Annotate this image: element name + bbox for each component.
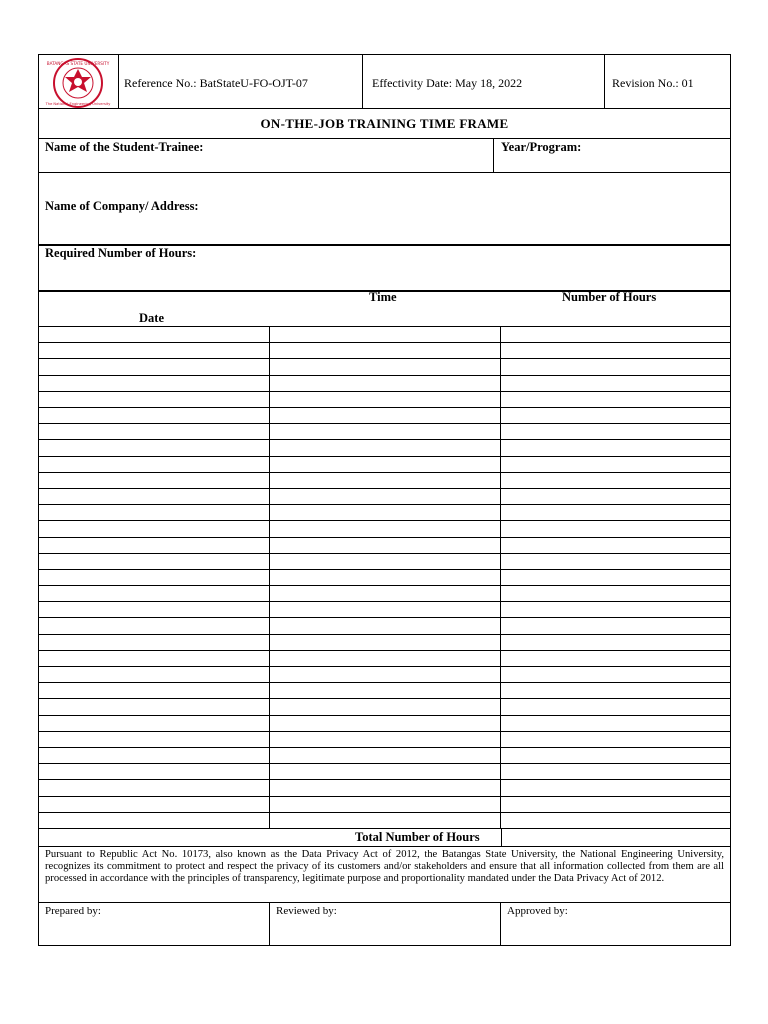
time-cell[interactable] [270,327,501,342]
required-hours-row[interactable] [39,246,730,292]
revision-cell [605,55,730,108]
revision-number: Revision No.: 01 [612,76,694,90]
seal-text-top: BATANGAS STATE UNIVERSITY [46,61,110,66]
hours-cell[interactable] [501,586,730,601]
time-cell[interactable] [270,457,501,472]
table-header-row [39,292,730,327]
reviewed-by-label: Reviewed by: [276,905,337,917]
hours-cell[interactable] [501,376,730,391]
time-cell[interactable] [270,554,501,569]
company-address-label: Name of Company/ Address: [45,199,199,213]
date-cell[interactable] [39,586,270,601]
hours-cell[interactable] [501,440,730,455]
date-cell[interactable] [39,667,270,682]
date-column-header: Date [139,311,164,325]
table-row [39,570,730,586]
date-cell[interactable] [39,408,270,423]
date-cell[interactable] [39,473,270,488]
table-row [39,667,730,683]
table-row [39,635,730,651]
effectivity-cell [363,55,605,108]
hours-cell[interactable] [501,424,730,439]
company-row[interactable] [39,173,730,246]
year-program-field[interactable] [494,139,730,172]
reference-number: Reference No.: BatStateU-FO-OJT-07 [124,76,308,90]
total-hours-value[interactable] [501,829,730,846]
table-row [39,602,730,618]
date-cell[interactable] [39,392,270,407]
table-row [39,699,730,715]
table-row [39,732,730,748]
time-cell[interactable] [270,505,501,520]
hours-cell[interactable] [501,651,730,666]
time-cell[interactable] [270,440,501,455]
table-row [39,716,730,732]
time-cell[interactable] [270,408,501,423]
time-cell[interactable] [270,489,501,504]
table-row [39,780,730,796]
date-cell[interactable] [39,780,270,795]
ojt-form [38,54,731,946]
time-cell[interactable] [270,376,501,391]
student-trainee-field[interactable] [39,139,494,172]
table-row [39,392,730,408]
date-cell[interactable] [39,651,270,666]
hours-cell[interactable] [501,716,730,731]
effectivity-date: Effectivity Date: May 18, 2022 [372,76,523,90]
hours-cell[interactable] [501,554,730,569]
date-cell[interactable] [39,359,270,374]
student-row [39,139,730,173]
table-row [39,618,730,634]
privacy-notice: Pursuant to Republic Act No. 10173, also known as the Data Privacy Act of 2012, the Batangas State University, the National Engineering University, recognizes its commitment to protect and respect the privacy of its customers and/or stakeholders and ensure that all information collected from them are all processed in accordance with the principles of transparency, legitimate purpose and proportionality mandated under the Data Privacy Act of 2012. [45,849,724,885]
table-row [39,376,730,392]
hours-cell[interactable] [501,408,730,423]
time-cell[interactable] [270,716,501,731]
form-title: ON-THE-JOB TRAINING TIME FRAME [260,116,509,131]
table-row [39,586,730,602]
date-cell[interactable] [39,764,270,779]
hours-cell[interactable] [501,521,730,536]
table-row [39,764,730,780]
table-row [39,554,730,570]
hours-cell[interactable] [501,392,730,407]
hours-cell[interactable] [501,748,730,763]
hours-cell[interactable] [501,683,730,698]
time-cell[interactable] [270,343,501,358]
table-row [39,327,730,343]
date-cell[interactable] [39,602,270,617]
time-cell[interactable] [270,651,501,666]
time-cell[interactable] [270,473,501,488]
date-cell[interactable] [39,440,270,455]
time-cell[interactable] [270,602,501,617]
time-cell[interactable] [270,586,501,601]
hours-cell[interactable] [501,473,730,488]
year-program-label: Year/Program: [501,140,582,154]
seal-icon [45,57,111,109]
date-cell[interactable] [39,457,270,472]
time-cell[interactable] [270,699,501,714]
date-cell[interactable] [39,618,270,633]
table-row [39,457,730,473]
table-row [39,424,730,440]
approved-by-label: Approved by: [507,905,568,917]
time-column-header: Time [369,290,397,304]
hours-cell[interactable] [501,813,730,828]
hours-cell[interactable] [501,489,730,504]
table-row [39,473,730,489]
signature-row [39,903,730,945]
date-cell[interactable] [39,797,270,812]
hours-cell[interactable] [501,635,730,650]
date-cell[interactable] [39,424,270,439]
time-cell[interactable] [270,392,501,407]
time-cell[interactable] [270,635,501,650]
time-cell[interactable] [270,521,501,536]
total-hours-label: Total Number of Hours [355,830,480,844]
date-cell[interactable] [39,489,270,504]
time-cell[interactable] [270,683,501,698]
table-row [39,521,730,537]
date-cell[interactable] [39,376,270,391]
time-cell[interactable] [270,667,501,682]
table-row [39,489,730,505]
student-trainee-label: Name of the Student-Trainee: [45,140,204,154]
table-row [39,683,730,699]
hours-cell[interactable] [501,618,730,633]
seal-text-bottom: The National Engineering University [45,102,111,106]
date-cell[interactable] [39,538,270,553]
hours-cell[interactable] [501,732,730,747]
date-cell[interactable] [39,699,270,714]
table-row [39,440,730,456]
date-cell[interactable] [39,683,270,698]
hours-cell[interactable] [501,505,730,520]
reference-cell [118,55,363,108]
date-cell[interactable] [39,521,270,536]
hours-cell[interactable] [501,359,730,374]
date-cell[interactable] [39,716,270,731]
date-cell[interactable] [39,343,270,358]
time-cell[interactable] [270,764,501,779]
hours-cell[interactable] [501,457,730,472]
time-cell[interactable] [270,618,501,633]
time-cell[interactable] [270,813,501,828]
time-cell[interactable] [270,797,501,812]
date-cell[interactable] [39,635,270,650]
table-row [39,538,730,554]
time-cell[interactable] [270,424,501,439]
university-logo [39,55,119,109]
time-cell[interactable] [270,780,501,795]
date-cell[interactable] [39,813,270,828]
date-cell[interactable] [39,732,270,747]
hours-cell[interactable] [501,780,730,795]
time-cell[interactable] [270,538,501,553]
date-cell[interactable] [39,748,270,763]
table-row [39,408,730,424]
hours-cell[interactable] [501,797,730,812]
date-cell[interactable] [39,554,270,569]
table-row [39,797,730,813]
hours-cell[interactable] [501,602,730,617]
hours-cell[interactable] [501,327,730,342]
table-row [39,505,730,521]
hours-cell[interactable] [501,538,730,553]
time-cell[interactable] [270,570,501,585]
required-hours-label: Required Number of Hours: [45,246,197,260]
date-cell[interactable] [39,570,270,585]
hours-cell[interactable] [501,764,730,779]
table-row [39,651,730,667]
prepared-by-label: Prepared by: [45,905,101,917]
table-row [39,343,730,359]
header-row [39,55,730,109]
date-cell[interactable] [39,327,270,342]
table-row [39,813,730,829]
time-cell[interactable] [270,732,501,747]
table-row [39,359,730,375]
time-cell[interactable] [270,359,501,374]
time-cell[interactable] [270,748,501,763]
table-row [39,748,730,764]
hours-cell[interactable] [501,343,730,358]
hours-cell[interactable] [501,667,730,682]
hours-cell[interactable] [501,699,730,714]
total-row [39,829,730,847]
hours-cell[interactable] [501,570,730,585]
date-cell[interactable] [39,505,270,520]
hours-column-header: Number of Hours [562,290,657,304]
